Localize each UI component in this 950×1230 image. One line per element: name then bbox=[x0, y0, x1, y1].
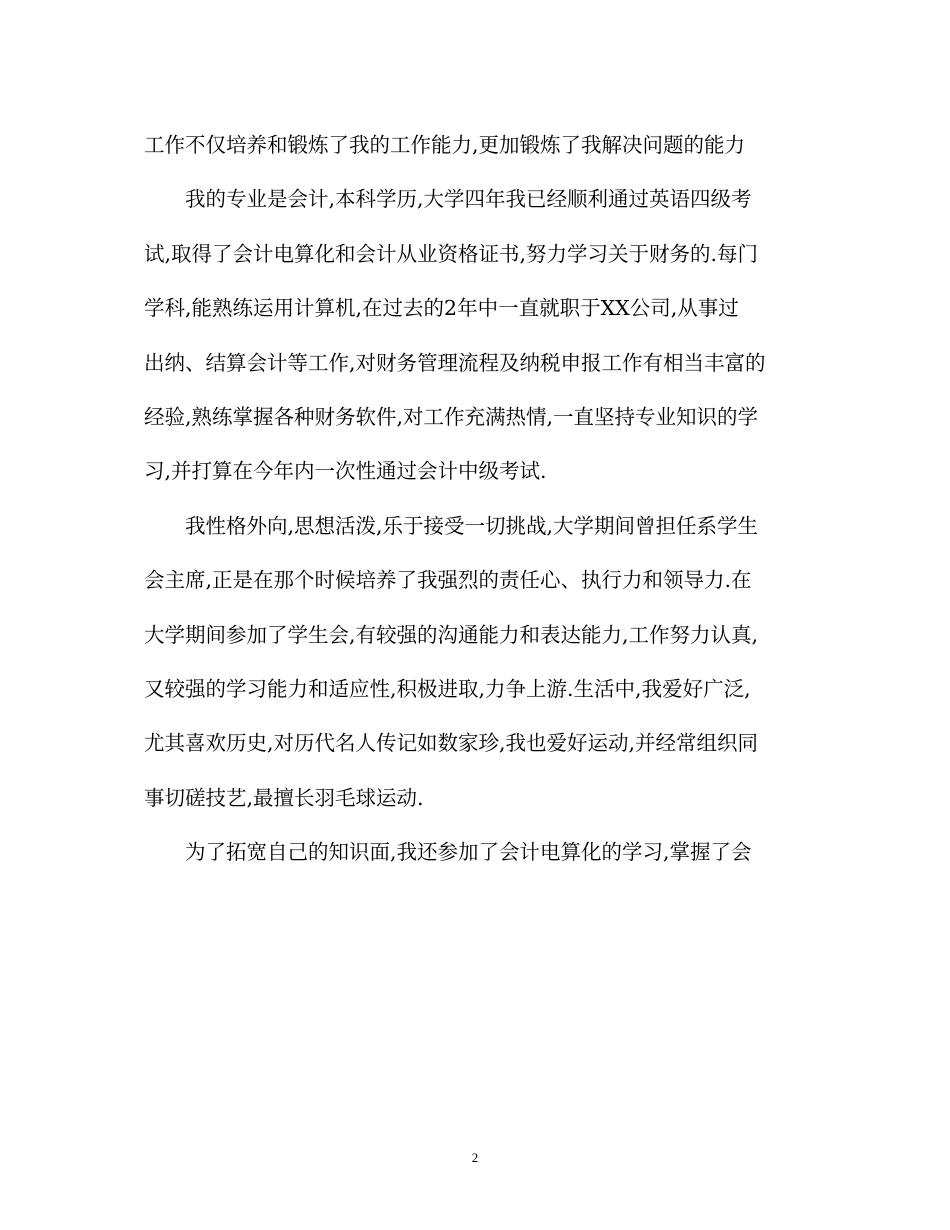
page-number: 2 bbox=[471, 1150, 479, 1165]
body-text bbox=[144, 118, 812, 879]
text-line: 出纳、结算会计等工作,对财务管理流程及纳税申报工作有相当丰富的 bbox=[144, 350, 766, 375]
paragraph-start-line: 我性格外向,思想活泼,乐于接受一切挑战,大学期间曾担任系学生 bbox=[185, 513, 759, 538]
text-line: 尤其喜欢历史,对历代名人传记如数家珍,我也爱好运动,并经常组织同 bbox=[144, 731, 759, 756]
text-line: 工作不仅培养和锻炼了我的工作能力,更加锻炼了我解决问题的能力 bbox=[144, 133, 746, 157]
text-line: 会主席,正是在那个时候培养了我强烈的责任心、执行力和领导力.在 bbox=[144, 568, 752, 593]
paragraph-start-line: 我的专业是会计,本科学历,大学四年我已经顺利通过英语四级考 bbox=[185, 187, 752, 212]
text-line: 习,并打算在今年内一次性通过会计中级考试. bbox=[144, 459, 547, 484]
text-line: 经验,熟练掌握各种财务软件,对工作充满热情,一直坚持专业知识的学 bbox=[144, 404, 759, 429]
text-line: 事切磋技艺,最擅长羽毛球运动. bbox=[144, 785, 424, 810]
text-line: 又较强的学习能力和适应性,积极进取,力争上游.生活中,我爱好广泛, bbox=[144, 676, 751, 701]
text-line: 学科,能熟练运用计算机,在过去的2年中一直就职于XX公司,从事过 bbox=[144, 296, 739, 321]
paragraph-start-line: 为了拓宽自己的知识面,我还参加了会计电算化的学习,掌握了会 bbox=[185, 840, 752, 865]
text-line: 试,取得了会计电算化和会计从业资格证书,努力学习关于财务的.每门 bbox=[144, 241, 759, 266]
text-line: 大学期间参加了学生会,有较强的沟通能力和表达能力,工作努力认真, bbox=[144, 622, 759, 647]
